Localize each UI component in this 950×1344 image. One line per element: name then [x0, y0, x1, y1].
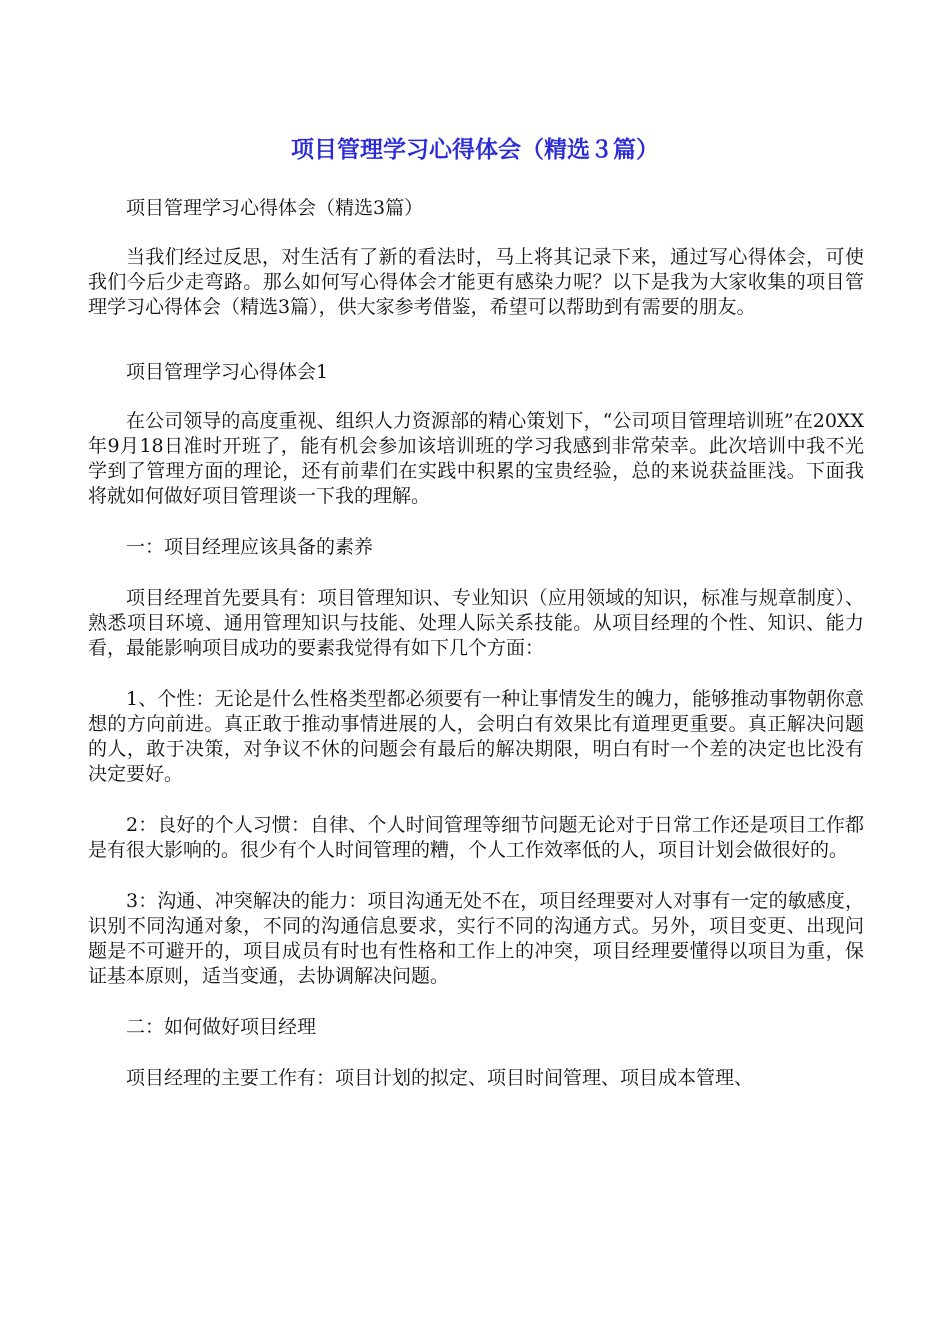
- subtitle-paragraph: 项目管理学习心得体会（精选3篇）: [126, 197, 424, 219]
- body-paragraph: 项目经理首先要具有：项目管理知识、专业知识（应用领域的知识，标准与规章制度）、熟悉项目环境、通用管理知识与技能、处理人际关系技能。从项目经理的个性、知识、能力看，最能影响项目成功的要素我觉得有如下几个方面：: [88, 587, 864, 659]
- document-title: 项目管理学习心得体会（精选３篇）: [291, 137, 659, 163]
- sub-heading: 一：项目经理应该具备的素养: [126, 536, 374, 558]
- section-heading: 项目管理学习心得体会1: [126, 361, 329, 383]
- list-item-paragraph: 3：沟通、冲突解决的能力：项目沟通无处不在，项目经理要对人对事有一定的敏感度，识别不同沟通对象，不同的沟通信息要求，实行不同的沟通方式。另外，项目变更、出现问题是不可避开的，项目成员有时也有性格和工作上的冲突，项目经理要懂得以项目为重，保证基本原则，适当变通，去协调解决问题。: [88, 890, 864, 987]
- intro-paragraph: 当我们经过反思，对生活有了新的看法时，马上将其记录下来，通过写心得体会，可使我们今后少走弯路。那么如何写心得体会才能更有感染力呢？以下是我为大家收集的项目管理学习心得体会（精选3篇），供大家参考借鉴，希望可以帮助到有需要的朋友。: [88, 246, 864, 318]
- body-paragraph: 在公司领导的高度重视、组织人力资源部的精心策划下，“公司项目管理培训班”在20XX年9月18日准时开班了，能有机会参加该培训班的学习我感到非常荣幸。此次培训中我不光学到了管理方面的理论，还有前辈们在实践中积累的宝贵经验，总的来说获益匪浅。下面我将就如何做好项目管理谈一下我的理解。: [88, 410, 864, 507]
- document-body: [88, 196, 864, 1091]
- list-item-paragraph: 1、个性：无论是什么性格类型都必须要有一种让事情发生的魄力，能够推动事物朝你意想的方向前进。真正敢于推动事情进展的人，会明白有效果比有道理更重要。真正解决问题的人，敢于决策，对争议不休的问题会有最后的解决期限，明白有时一个差的决定也比没有决定要好。: [88, 688, 864, 785]
- list-item-paragraph: 2：良好的个人习惯：自律、个人时间管理等细节问题无论对于日常工作还是项目工作都是有很大影响的。很少有个人时间管理的糟，个人工作效率低的人，项目计划会做很好的。: [88, 814, 864, 861]
- sub-heading: 二：如何做好项目经理: [126, 1016, 317, 1038]
- body-paragraph: 项目经理的主要工作有：项目计划的拟定、项目时间管理、项目成本管理、: [126, 1067, 754, 1089]
